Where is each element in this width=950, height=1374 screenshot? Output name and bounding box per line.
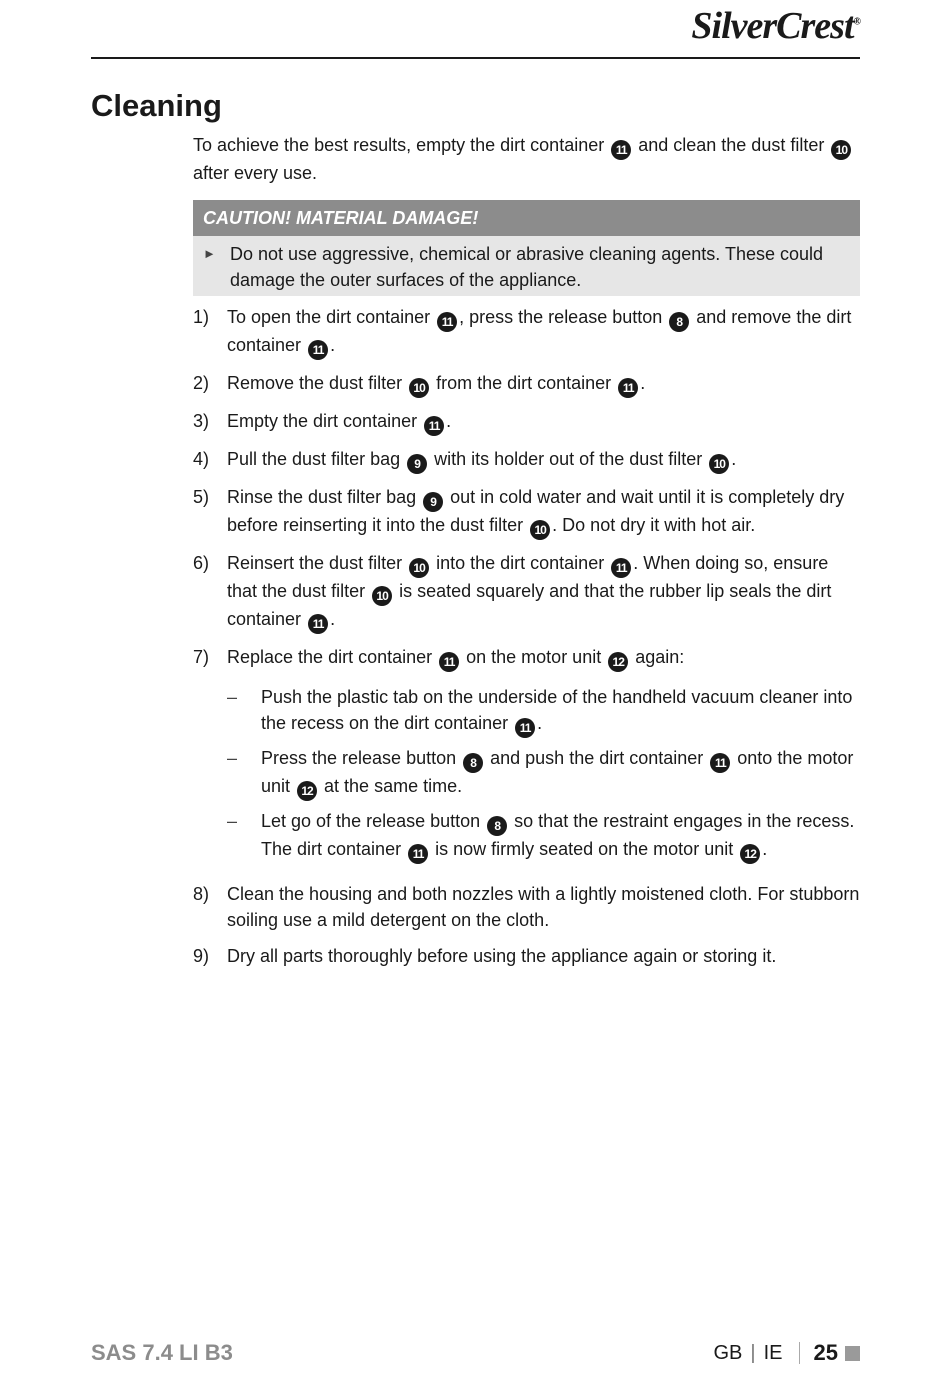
text-segment: into the dirt container xyxy=(431,553,610,573)
text-segment: . xyxy=(330,609,336,629)
ref-number-11-icon: 11 xyxy=(308,340,328,360)
sub-steps-list xyxy=(227,684,860,864)
text-segment: To open the dirt container xyxy=(227,307,436,327)
text-segment: and remove the dirt container xyxy=(227,307,852,355)
text-segment: Reinsert the dust filter xyxy=(227,553,408,573)
caution-body xyxy=(193,236,860,296)
step-paragraph xyxy=(227,943,860,969)
text-segment: . xyxy=(446,411,452,431)
step-paragraph xyxy=(227,370,860,398)
text-segment: Replace the dirt container xyxy=(227,647,438,667)
text-segment: Rinse the dust filter bag xyxy=(227,487,422,507)
step-number: 9) xyxy=(193,946,210,966)
step-item xyxy=(193,550,860,634)
text-segment: . Do not dry it with hot air. xyxy=(552,515,756,535)
ref-number-10-icon: 10 xyxy=(831,140,851,160)
ref-number-10-icon: 10 xyxy=(409,378,429,398)
step-number: 2) xyxy=(193,373,210,393)
text-segment: and push the dirt container xyxy=(485,748,709,768)
step-paragraph xyxy=(227,304,860,360)
step-number: 1) xyxy=(193,307,210,327)
text-segment: after every use. xyxy=(193,163,318,183)
text-segment: is seated squarely and that the rubber lip seals the dirt container xyxy=(227,581,832,629)
text-segment: Dry all parts thoroughly before using the appliance again or storing it. xyxy=(227,946,777,966)
step-number: 7) xyxy=(193,647,210,667)
footer-divider xyxy=(799,1342,800,1364)
steps-list xyxy=(193,304,860,969)
step-number: 4) xyxy=(193,449,210,469)
header-divider xyxy=(91,57,860,59)
ref-number-11-icon: 11 xyxy=(710,753,730,773)
step-text xyxy=(227,304,860,360)
text-segment: again: xyxy=(630,647,685,667)
footer-model: SAS 7.4 LI B3 xyxy=(91,1340,233,1365)
step-text xyxy=(227,370,860,398)
section-title: Cleaning xyxy=(91,88,222,123)
sub-step-item xyxy=(227,808,860,864)
step-paragraph xyxy=(227,881,860,933)
step-number: 3) xyxy=(193,411,210,431)
footer-lang-gb: GB xyxy=(713,1341,743,1364)
text-segment: . xyxy=(537,713,543,733)
ref-number-11-icon: 11 xyxy=(515,718,535,738)
content xyxy=(193,132,860,979)
step-number: 8) xyxy=(193,884,210,904)
sub-step-item xyxy=(227,684,860,738)
footer-right xyxy=(714,1340,861,1366)
brand-logo: SilverCrest® xyxy=(691,5,860,47)
step-item xyxy=(193,943,860,969)
text-segment: on the motor unit xyxy=(461,647,607,667)
step-text xyxy=(227,881,860,933)
step-text xyxy=(227,644,860,871)
caution-title: CAUTION! MATERIAL DAMAGE! xyxy=(193,200,860,236)
text-segment: out in cold water and wait until it is completely dry before reinserting it into the dust filter xyxy=(227,487,845,535)
footer-lang-separator: | xyxy=(750,1341,756,1364)
ref-number-8-icon: 8 xyxy=(487,816,507,836)
ref-number-9-icon: 9 xyxy=(423,492,443,512)
ref-number-11-icon: 11 xyxy=(308,614,328,634)
ref-number-11-icon: 11 xyxy=(424,416,444,436)
text-segment: Remove the dust filter xyxy=(227,373,408,393)
text-segment: . When doing so, ensure that the dust filter xyxy=(227,553,829,601)
step-paragraph xyxy=(227,484,860,540)
footer-lang-ie: IE xyxy=(763,1341,783,1364)
arrow-bullet-icon: ► xyxy=(203,246,216,261)
step-item xyxy=(193,304,860,360)
text-segment: onto the motor unit xyxy=(261,748,854,796)
caution-box xyxy=(193,200,860,296)
step-item xyxy=(193,408,860,436)
step-text xyxy=(227,484,860,540)
ref-number-12-icon: 12 xyxy=(608,652,628,672)
text-segment: . xyxy=(762,839,768,859)
text-segment: . xyxy=(330,335,336,355)
step-paragraph xyxy=(227,408,860,436)
ref-number-11-icon: 11 xyxy=(611,558,631,578)
sub-step-text xyxy=(261,684,860,738)
ref-number-10-icon: 10 xyxy=(709,454,729,474)
text-segment: To achieve the best results, empty the dirt container xyxy=(193,135,610,155)
text-segment: Press the release button xyxy=(261,748,462,768)
text-segment: with its holder out of the dust filter xyxy=(429,449,708,469)
ref-number-8-icon: 8 xyxy=(463,753,483,773)
caution-text: Do not use aggressive, chemical or abrasive cleaning agents. These could damage the outer surfaces of the appliance. xyxy=(230,244,824,290)
text-segment: , press the release button xyxy=(459,307,668,327)
step-text xyxy=(227,446,860,474)
text-segment: Let go of the release button xyxy=(261,811,486,831)
text-segment: . xyxy=(731,449,737,469)
step-item xyxy=(193,370,860,398)
step-item xyxy=(193,484,860,540)
sub-step-item xyxy=(227,745,860,801)
step-text xyxy=(227,943,860,969)
dash-bullet: – xyxy=(227,748,238,768)
ref-number-12-icon: 12 xyxy=(740,844,760,864)
page-number: 25 xyxy=(813,1340,838,1365)
ref-number-10-icon: 10 xyxy=(372,586,392,606)
ref-number-11-icon: 11 xyxy=(618,378,638,398)
step-number: 5) xyxy=(193,487,210,507)
text-segment: and clean the dust filter xyxy=(633,135,830,155)
intro-paragraph xyxy=(193,132,860,186)
sub-step-text xyxy=(261,745,860,801)
ref-number-11-icon: 11 xyxy=(437,312,457,332)
dash-bullet: – xyxy=(227,811,238,831)
dash-bullet: – xyxy=(227,687,238,707)
step-number: 6) xyxy=(193,553,210,573)
text-segment: . xyxy=(640,373,646,393)
ref-number-10-icon: 10 xyxy=(409,558,429,578)
ref-number-11-icon: 11 xyxy=(439,652,459,672)
step-item xyxy=(193,644,860,871)
step-paragraph xyxy=(227,644,860,672)
page-square-icon xyxy=(845,1346,860,1361)
step-paragraph xyxy=(227,446,860,474)
text-segment: is now firmly seated on the motor unit xyxy=(430,839,739,859)
text-segment: so that the restraint engages in the recess. The dirt container xyxy=(261,811,855,859)
text-segment: Empty the dirt container xyxy=(227,411,423,431)
step-item xyxy=(193,881,860,933)
step-text xyxy=(227,550,860,634)
text-segment: at the same time. xyxy=(319,776,463,796)
ref-number-11-icon: 11 xyxy=(611,140,631,160)
ref-number-12-icon: 12 xyxy=(297,781,317,801)
ref-number-10-icon: 10 xyxy=(530,520,550,540)
ref-number-11-icon: 11 xyxy=(408,844,428,864)
sub-step-text xyxy=(261,808,860,864)
text-segment: Pull the dust filter bag xyxy=(227,449,406,469)
text-segment: from the dirt container xyxy=(431,373,617,393)
text-segment: Clean the housing and both nozzles with a lightly moistened cloth. For stubborn soiling use a mild detergent on the cloth. xyxy=(227,884,860,930)
step-paragraph xyxy=(227,550,860,634)
ref-number-8-icon: 8 xyxy=(669,312,689,332)
step-text xyxy=(227,408,860,436)
text-segment: Push the plastic tab on the underside of the handheld vacuum cleaner into the recess on the dirt container xyxy=(261,687,853,733)
ref-number-9-icon: 9 xyxy=(407,454,427,474)
step-item xyxy=(193,446,860,474)
